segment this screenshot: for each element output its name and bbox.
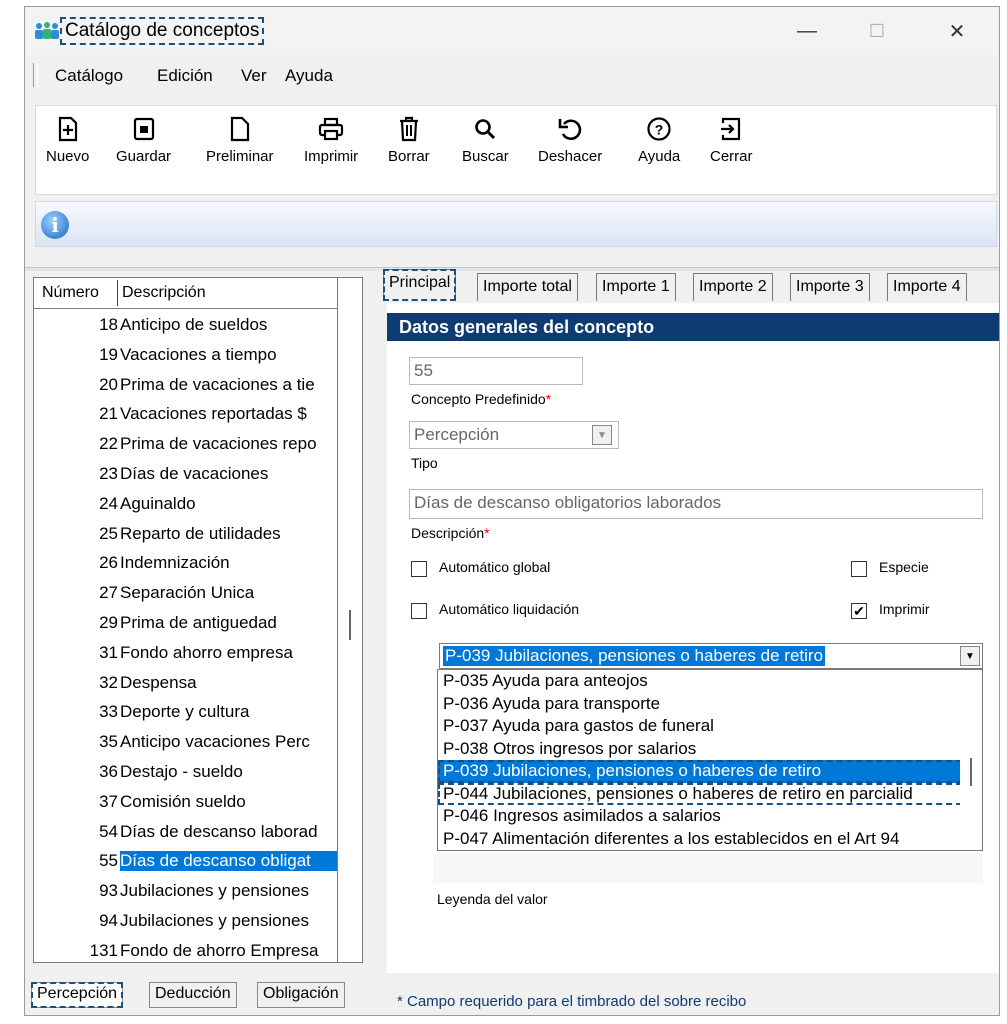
title-bar [25, 7, 999, 55]
item-number: 18 [99, 315, 118, 334]
tab-importe-3[interactable]: Importe 3 [790, 273, 870, 301]
exit-label: Cerrar [710, 148, 753, 165]
check-icon: ✔ [853, 603, 865, 619]
list-item[interactable] [34, 878, 338, 908]
exit-icon [719, 116, 743, 142]
tab-importe-2[interactable]: Importe 2 [693, 273, 773, 301]
delete-button[interactable] [388, 116, 430, 165]
menu-edicion[interactable]: Edición [157, 66, 213, 85]
list-header [34, 278, 338, 309]
list-item[interactable] [34, 759, 338, 789]
item-description: Fondo de ahorro Empresa [120, 940, 319, 960]
list-item[interactable] [34, 729, 338, 759]
item-number: 25 [99, 523, 118, 543]
item-number: 32 [99, 672, 118, 692]
list-rows [34, 312, 338, 968]
item-description: Días de vacaciones [120, 463, 269, 483]
menu-bar [25, 61, 999, 91]
item-number: 23 [99, 463, 118, 483]
item-number: 24 [99, 493, 118, 513]
item-description: Destajo - sueldo [120, 761, 243, 781]
options-container [438, 670, 982, 850]
tab-deduccion[interactable]: Deducción [149, 982, 237, 1008]
automatico-global-checkbox[interactable] [411, 561, 427, 577]
tab-percepcion[interactable]: Percepción [31, 982, 123, 1008]
item-number: 19 [99, 344, 118, 364]
print-icon [317, 116, 345, 142]
item-description: Prima de vacaciones repo [120, 434, 317, 454]
item-description: Vacaciones a tiempo [120, 344, 277, 364]
list-item[interactable] [34, 699, 338, 729]
exit-button[interactable] [710, 116, 753, 165]
minimize-button[interactable]: — [797, 19, 817, 42]
item-number: 27 [99, 583, 118, 603]
print-button[interactable] [304, 116, 358, 165]
detail-tabs [383, 269, 987, 303]
item-number: 131 [89, 940, 118, 960]
item-number: 54 [99, 821, 118, 841]
undo-button[interactable] [538, 116, 602, 165]
item-description: Jubilaciones y pensiones [120, 910, 310, 930]
automatico-liquidacion-checkbox[interactable] [411, 603, 427, 619]
window-title: Catálogo de conceptos [65, 20, 260, 41]
item-description: Aguinaldo [120, 493, 196, 513]
svg-text:?: ? [654, 121, 664, 138]
list-item[interactable] [34, 312, 338, 342]
item-description: Prima de antiguedad [120, 612, 277, 632]
item-description: Prima de vacaciones a tie [120, 374, 315, 394]
concept-list[interactable] [33, 277, 363, 963]
toolbar [35, 105, 997, 195]
automatico-global-label: Automático global [439, 559, 551, 575]
sat-concept-options[interactable] [437, 669, 983, 851]
list-item[interactable] [34, 819, 338, 849]
trash-icon [397, 116, 421, 142]
item-number: 36 [99, 761, 118, 781]
automatico-liquidacion-label: Automático liquidación [439, 601, 580, 617]
search-label: Buscar [462, 148, 509, 165]
required-note: * Campo requerido para el timbrado del sobre recibo [397, 993, 747, 1010]
item-description: Separación Unica [120, 583, 255, 603]
item-number: 37 [99, 791, 118, 811]
new-label: Nuevo [46, 148, 90, 165]
list-item[interactable] [34, 670, 338, 700]
item-description: Fondo ahorro empresa [120, 642, 293, 662]
chevron-down-icon: ▼ [592, 425, 612, 445]
col-descripcion[interactable]: Descripción [122, 284, 206, 301]
option-item[interactable]: P-037 Ayuda para gastos de funeral [443, 716, 714, 735]
item-description: Deporte y cultura [120, 702, 250, 722]
item-number: 29 [99, 612, 118, 632]
item-number: 35 [99, 732, 118, 752]
item-number: 22 [99, 434, 118, 454]
option-item[interactable]: P-036 Ayuda para transporte [443, 693, 661, 713]
leyenda-label: Leyenda del valor [437, 891, 548, 907]
tab-importe-1[interactable]: Importe 1 [596, 273, 676, 301]
sat-concept-select[interactable] [439, 643, 983, 669]
option-item[interactable]: P-038 Otros ingresos por salarios [443, 738, 697, 758]
list-item[interactable] [34, 372, 338, 402]
tipo-value: Percepción [414, 425, 500, 444]
undo-icon [557, 116, 583, 142]
sat-concept-value: P-039 Jubilaciones, pensiones o haberes de retiro [445, 646, 824, 665]
search-icon [473, 116, 497, 142]
item-number: 31 [99, 642, 118, 662]
detail-panel [387, 303, 999, 973]
imprimir-label: Imprimir [879, 601, 930, 617]
imprimir-checkbox[interactable] [851, 603, 867, 619]
menu-grip [33, 63, 38, 87]
concepto-predefinido-label: Concepto Predefinido* [411, 391, 552, 407]
list-item[interactable] [34, 640, 338, 670]
item-number: 93 [99, 881, 118, 901]
list-item[interactable] [34, 461, 338, 491]
search-button[interactable] [462, 116, 509, 165]
help-icon [646, 116, 672, 142]
item-description: Días de descanso laborad [120, 821, 318, 841]
app-people-icon [33, 21, 61, 41]
help-label: Ayuda [638, 148, 681, 165]
item-number: 55 [99, 851, 118, 871]
list-item[interactable] [34, 848, 338, 878]
maximize-button[interactable]: ☐ [868, 20, 886, 41]
option-item[interactable]: P-035 Ayuda para anteojos [443, 671, 648, 690]
section-title: Datos generales del concepto [387, 313, 999, 341]
list-item[interactable] [34, 789, 338, 819]
list-item[interactable] [34, 908, 338, 938]
options-scrollbar[interactable] [960, 670, 982, 850]
col-divider [117, 280, 118, 306]
list-item[interactable] [34, 610, 338, 640]
delete-label: Borrar [388, 148, 430, 165]
tab-importe-total[interactable]: Importe total [477, 273, 578, 301]
item-description: Despensa [120, 672, 197, 692]
item-description: Jubilaciones y pensiones [120, 881, 310, 901]
list-item[interactable] [34, 580, 338, 610]
option-item[interactable]: P-044 Jubilaciones, pensiones o haberes de retiro en parcialid [438, 783, 982, 806]
item-number: 20 [99, 374, 118, 394]
preview-button[interactable] [206, 116, 274, 165]
save-icon [132, 116, 156, 142]
tab-importe-4[interactable]: Importe 4 [887, 273, 967, 301]
list-item[interactable] [34, 431, 338, 461]
option-item[interactable]: P-039 Jubilaciones, pensiones o haberes de retiro [438, 760, 982, 783]
preview-icon [228, 116, 252, 142]
save-button[interactable] [116, 116, 171, 165]
options-scroll-thumb[interactable] [970, 758, 972, 786]
list-item[interactable] [34, 491, 338, 521]
info-icon: i [41, 211, 69, 239]
col-numero[interactable]: Número [42, 284, 99, 301]
tipo-select[interactable] [409, 421, 619, 449]
list-item[interactable] [34, 938, 338, 968]
option-item[interactable]: P-046 Ingresos asimilados a salarios [443, 806, 721, 825]
preview-label: Preliminar [206, 148, 274, 165]
scroll-thumb[interactable] [349, 610, 351, 640]
item-description: Comisión sueldo [120, 791, 246, 811]
especie-checkbox[interactable] [851, 561, 867, 577]
list-item[interactable] [34, 342, 338, 372]
item-description: Anticipo de sueldos [120, 315, 268, 334]
undo-label: Deshacer [538, 148, 603, 165]
especie-label: Especie [879, 559, 929, 575]
item-description: Anticipo vacaciones Perc [120, 732, 310, 752]
tab-obligacion[interactable]: Obligación [257, 982, 345, 1008]
item-description: Indemnización [120, 553, 230, 573]
descripcion-label: Descripción* [411, 525, 490, 541]
new-button[interactable] [46, 116, 89, 165]
menu-ver[interactable]: Ver [241, 66, 267, 85]
item-description: Días de descanso obligat [120, 851, 338, 871]
list-item[interactable] [34, 550, 338, 580]
list-item[interactable] [34, 521, 338, 551]
item-number: 33 [99, 702, 118, 722]
tab-principal[interactable]: Principal [383, 269, 456, 301]
option-item[interactable]: P-047 Alimentación diferentes a los establecidos en el Art 94 [443, 828, 900, 848]
item-number: 94 [99, 910, 118, 930]
item-number: 21 [99, 404, 118, 424]
list-scrollbar[interactable] [337, 278, 362, 962]
info-bar [35, 201, 997, 247]
descripcion-field[interactable]: Días de descanso obligatorios laborados [409, 489, 983, 519]
menu-ayuda[interactable]: Ayuda [285, 66, 333, 85]
print-label: Imprimir [304, 148, 359, 165]
main-window [24, 6, 1000, 1016]
tipo-label: Tipo [411, 455, 438, 471]
list-item[interactable] [34, 401, 338, 431]
leyenda-field[interactable] [433, 853, 983, 883]
item-description: Reparto de utilidades [120, 523, 281, 543]
item-description: Vacaciones reportadas $ [120, 404, 307, 424]
chevron-down-icon[interactable]: ▼ [960, 646, 980, 666]
menu-catalogo[interactable]: Catálogo [55, 66, 124, 85]
new-icon [56, 116, 80, 142]
close-button[interactable]: ✕ [948, 20, 966, 43]
save-label: Guardar [116, 148, 172, 165]
item-number: 26 [99, 553, 118, 573]
numero-field[interactable]: 55 [409, 357, 583, 385]
help-button[interactable] [638, 116, 680, 165]
